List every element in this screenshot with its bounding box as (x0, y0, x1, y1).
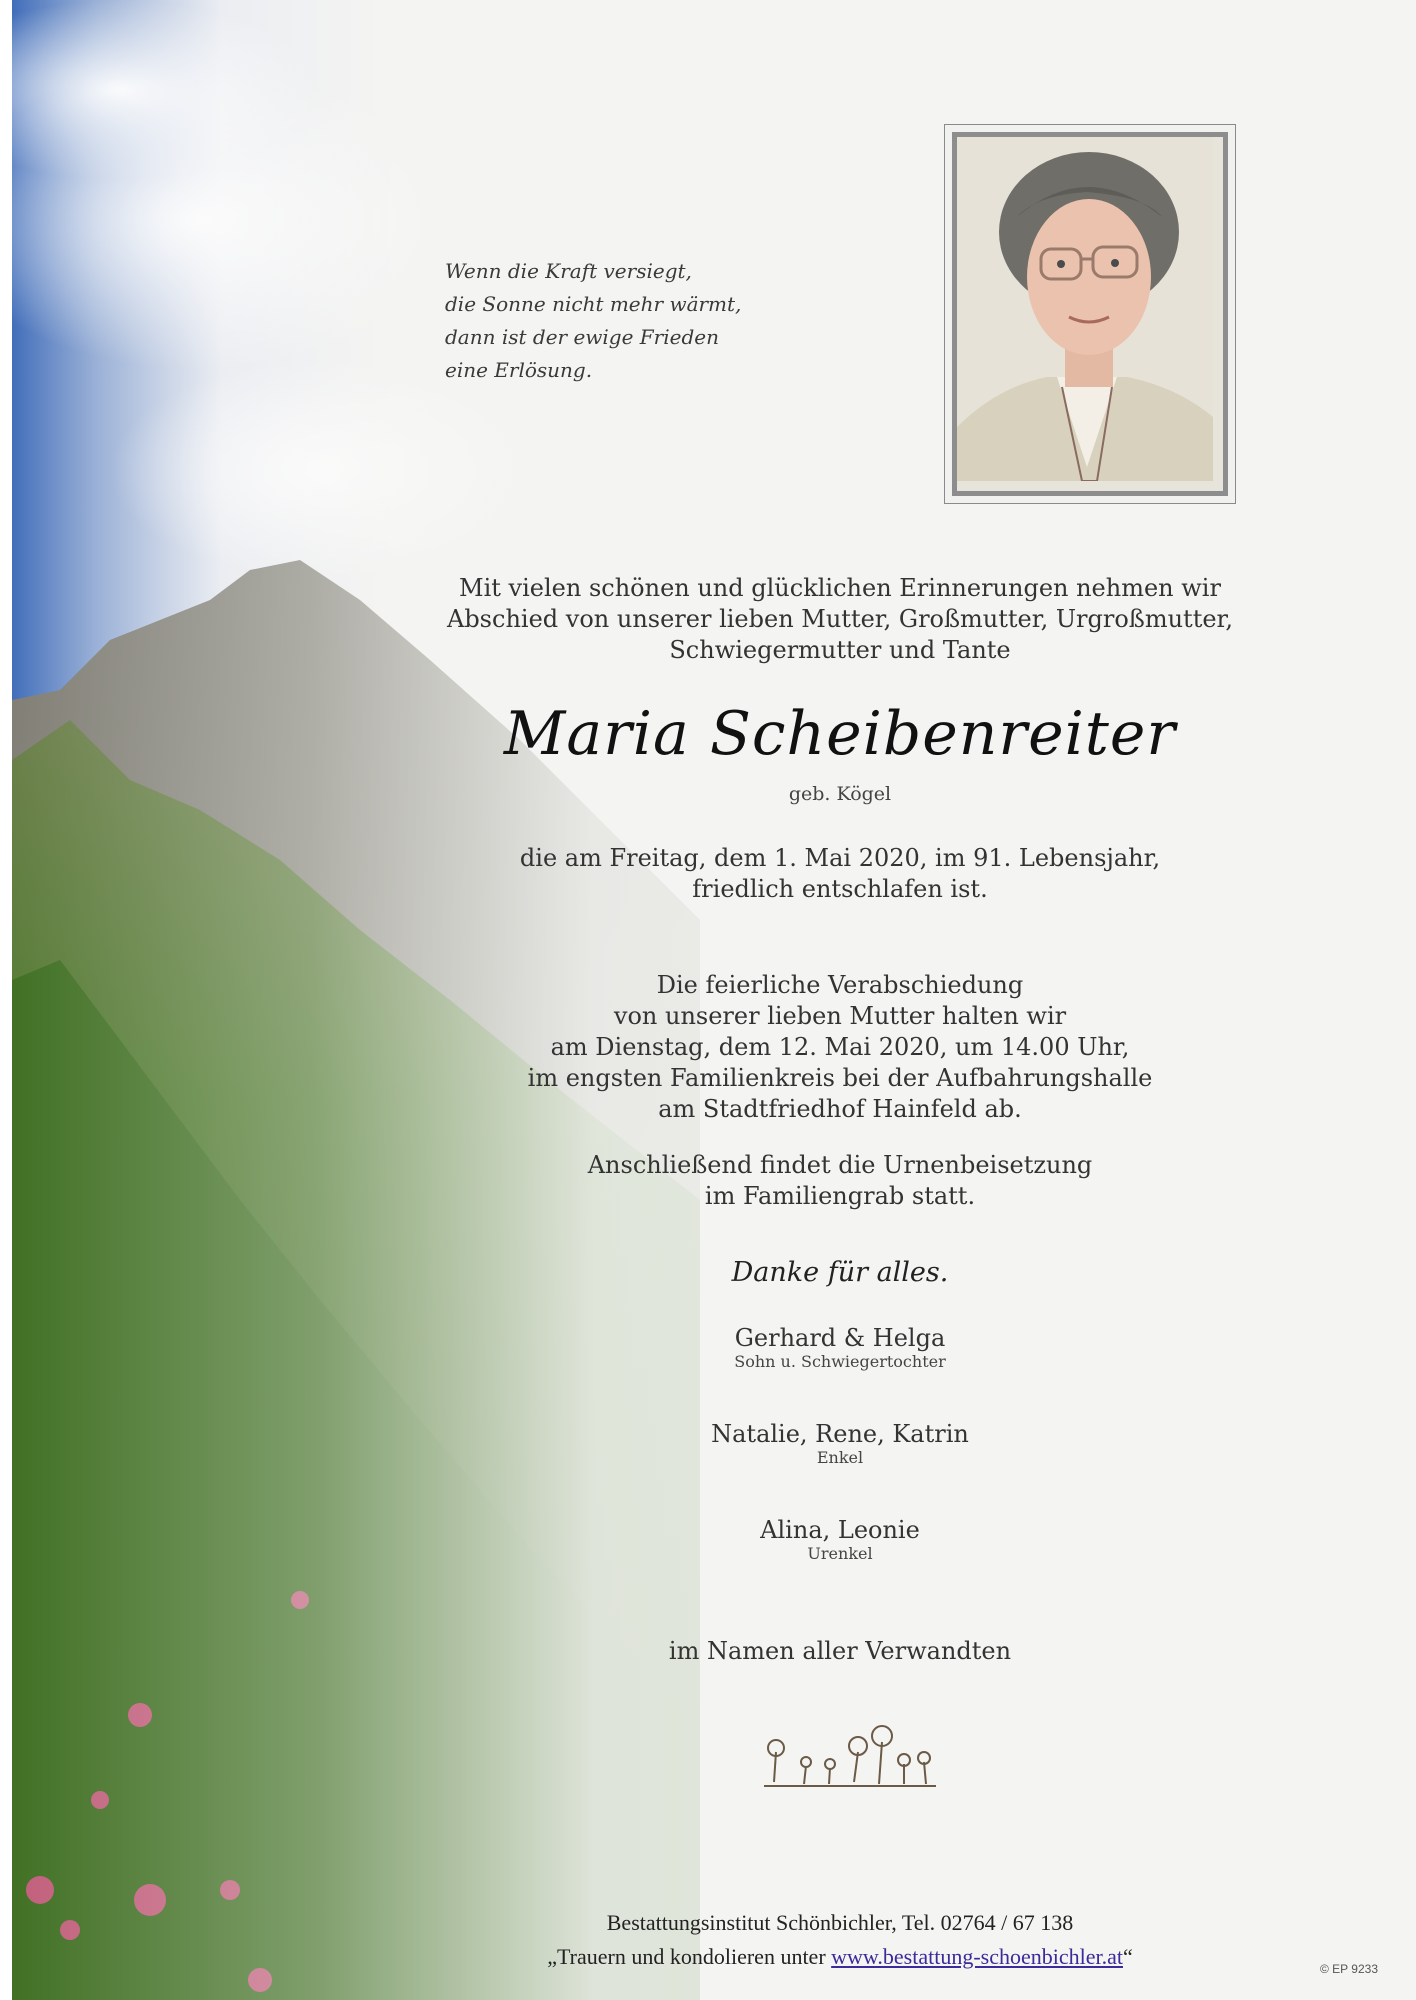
funeral-home-line: Bestattungsinstitut Schönbichler, Tel. 02764 / 67 138 (606, 1910, 1074, 1935)
quote-line: Wenn die Kraft versiegt, (445, 259, 692, 283)
quote-line: eine Erlösung. (445, 358, 593, 382)
mourner-entry (400, 1516, 1280, 1564)
urn-burial-notice (400, 1150, 1280, 1212)
relatives-line: im Namen aller Verwandten (668, 1637, 1012, 1665)
website-link[interactable]: www.bestattung-schoenbichler.at (831, 1944, 1123, 1969)
ceremony-details (400, 970, 1280, 1125)
condolence-suffix: “ (1122, 1944, 1133, 1969)
ceremony-line: im engsten Familienkreis bei der Aufbahrungshalle (527, 1064, 1153, 1092)
mourner-entry (400, 1420, 1280, 1468)
mourner-entry (400, 1324, 1280, 1372)
deceased-name: Maria Scheibenreiter (503, 699, 1177, 769)
quote-line: dann ist der ewige Frieden (445, 325, 719, 349)
ceremony-line: von unserer lieben Mutter halten wir (613, 1002, 1067, 1030)
mourner-name: Gerhard & Helga (734, 1324, 946, 1352)
quote-line: die Sonne nicht mehr wärmt, (445, 292, 742, 316)
ceremony-line: am Stadtfriedhof Hainfeld ab. (658, 1095, 1022, 1123)
portrait-photo (952, 132, 1228, 496)
intro-line: Mit vielen schönen und glücklichen Erinnerungen nehmen wir (459, 574, 1221, 602)
condolence-prefix: „Trauern und kondolieren unter (547, 1944, 832, 1969)
copyright-label: © EP 9233 (1320, 1962, 1378, 1976)
mourner-relation: Sohn u. Schwiegertochter (734, 1352, 946, 1371)
ceremony-line: am Dienstag, dem 12. Mai 2020, um 14.00 Uhr, (550, 1033, 1130, 1061)
death-notice (400, 843, 1280, 905)
death-line: die am Freitag, dem 1. Mai 2020, im 91. Lebensjahr, (519, 844, 1161, 872)
quote-verse (445, 255, 805, 387)
portrait-frame (944, 124, 1236, 504)
urn-line: im Familiengrab statt. (704, 1182, 976, 1210)
mourner-relation: Urenkel (807, 1544, 873, 1563)
condolence-line (400, 1943, 1280, 1971)
intro-line: Abschied von unserer lieben Mutter, Großmutter, Urgroßmutter, (446, 605, 1234, 633)
flower-ornament-icon (754, 1722, 944, 1792)
maiden-name: geb. Kögel (788, 783, 892, 805)
ceremony-line: Die feierliche Verabschiedung (656, 971, 1024, 999)
urn-line: Anschließend findet die Urnenbeisetzung (587, 1151, 1093, 1179)
thanks-line: Danke für alles. (731, 1257, 949, 1288)
mourner-name: Natalie, Rene, Katrin (711, 1420, 969, 1448)
death-line: friedlich entschlafen ist. (692, 875, 988, 903)
portrait-illustration (957, 137, 1213, 481)
intro-line: Schwiegermutter und Tante (669, 636, 1011, 664)
farewell-intro (400, 573, 1280, 666)
mourner-name: Alina, Leonie (760, 1516, 920, 1544)
mourner-relation: Enkel (816, 1448, 864, 1467)
